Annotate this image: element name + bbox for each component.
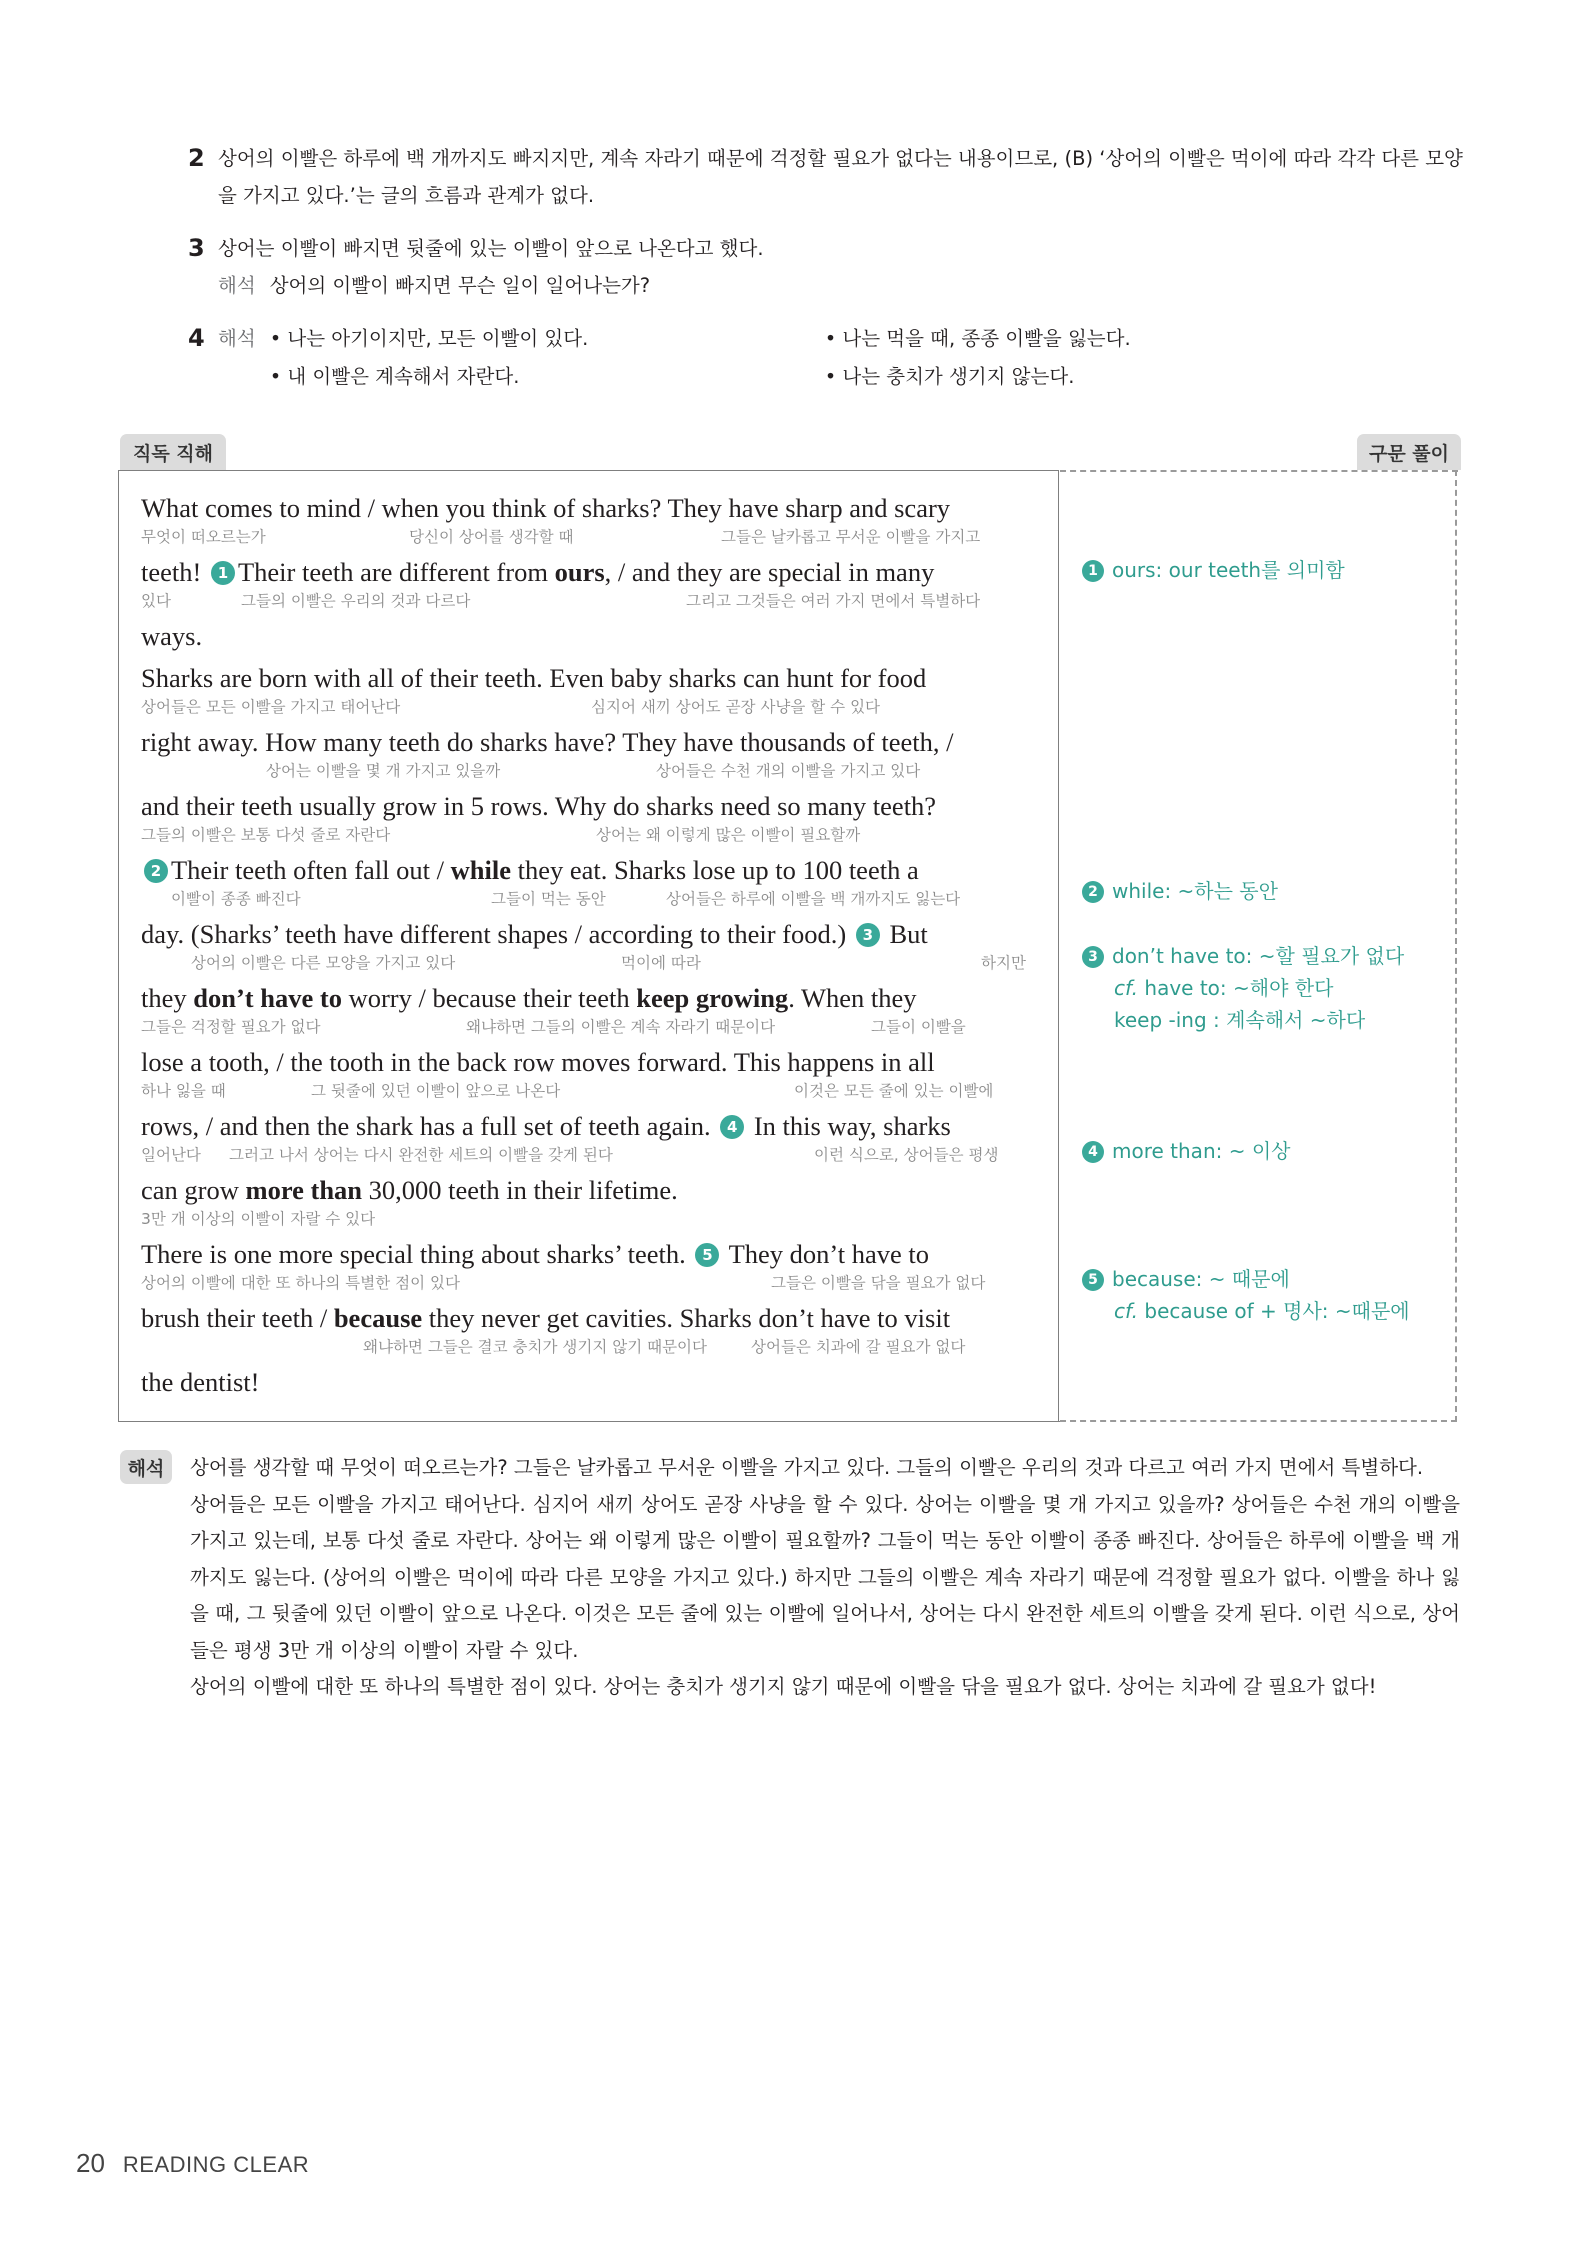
- note-text: ours: our teeth를 의미함: [1112, 558, 1345, 582]
- english-line: [141, 661, 1061, 695]
- answer-number: 4: [188, 324, 205, 352]
- korean-gloss: 그들은 이빨을 닦을 필요가 없다: [771, 1274, 986, 1292]
- circled-number: 3: [1082, 946, 1104, 968]
- english-text: Sharks are born with all of their teeth. Even baby sharks can hunt for food: [141, 663, 927, 693]
- korean-gloss-row: [141, 1271, 1061, 1291]
- english-text: . When they: [788, 983, 917, 1013]
- korean-gloss: 상어들은 하루에 이빨을 백 개까지도 잃는다: [666, 890, 961, 908]
- english-text: brush their teeth /: [141, 1303, 334, 1333]
- answer-item: • 나는 아기이지만, 모든 이빨이 있다.: [269, 327, 589, 350]
- passage-line: [141, 491, 1061, 555]
- cf-label: cf.: [1114, 976, 1139, 1000]
- english-line: [141, 1365, 1061, 1399]
- key-phrase: because: [333, 1303, 423, 1333]
- english-text: they eat. Sharks lose up to 100 teeth a: [511, 855, 919, 885]
- passage-line: [141, 981, 1061, 1045]
- english-text: they: [141, 983, 194, 1013]
- korean-gloss: 그러고 나서 상어는 다시 완전한 세트의 이빨을 갖게 된다: [229, 1146, 613, 1164]
- korean-gloss-row: [141, 589, 1061, 609]
- translation-paragraph: 상어를 생각할 때 무엇이 떠오르는가? 그들은 날카롭고 무서운 이빨을 가지고 있다. 그들의 이빨은 우리의 것과 다르고 여러 가지 면에서 특별하다.: [190, 1456, 1424, 1479]
- answer-number: 3: [188, 234, 205, 262]
- passage-line: [141, 1045, 1061, 1109]
- answer-text: 상어의 이빨은 하루에 백 개까지도 빠지지만, 계속 자라기 때문에 걱정할 필요가 없다는 내용이므로, (B) ‘상어의 이빨은 먹이에 따라 각각 다른 모양을 가지고 있다.’는 글의 흐름과 관계가 없다.: [218, 147, 1463, 207]
- key-phrase: ours: [554, 557, 605, 587]
- cf-label: cf.: [1114, 1299, 1139, 1323]
- note-text: because: ~ 때문에: [1112, 1267, 1290, 1291]
- passage-line: [141, 619, 1061, 661]
- korean-gloss: 그리고 그것들은 여러 가지 면에서 특별하다: [686, 592, 981, 610]
- korean-gloss: 상어의 이빨에 대한 또 하나의 특별한 점이 있다: [141, 1274, 460, 1292]
- reading-passage-box: [118, 470, 1058, 1422]
- english-text: 30,000 teeth in their lifetime.: [362, 1175, 678, 1205]
- korean-gloss: 당신이 상어를 생각할 때: [409, 528, 574, 546]
- page-number: 20: [76, 2148, 105, 2178]
- english-text: the dentist!: [141, 1367, 260, 1397]
- english-line: [141, 1301, 1061, 1335]
- book-title: READING CLEAR: [122, 2152, 310, 2177]
- english-line: [141, 725, 1061, 759]
- korean-gloss: 상어들은 모든 이빨을 가지고 태어난다: [141, 698, 401, 716]
- english-line: [141, 853, 1061, 887]
- english-text: But: [882, 919, 928, 949]
- answer-number: 2: [188, 144, 205, 172]
- key-phrase: keep growing: [636, 983, 789, 1013]
- answer-subtext: 상어의 이빨이 빠지면 무슨 일이 일어나는가?: [269, 274, 651, 297]
- korean-gloss: 상어의 이빨은 다른 모양을 가지고 있다: [191, 954, 456, 972]
- korean-gloss: 왜냐하면 그들은 결코 충치가 생기지 않기 때문이다: [363, 1338, 707, 1356]
- circled-number: 2: [144, 859, 168, 883]
- korean-gloss: 그들의 이빨은 우리의 것과 다르다: [241, 592, 471, 610]
- translation-paragraph: 상어들은 모든 이빨을 가지고 태어난다. 심지어 새끼 상어도 곧장 사냥을 할 수 있다. 상어는 이빨을 몇 개 가지고 있을까? 상어들은 수천 개의 이빨을 가지고 있는데, 보통 다섯 줄로 자란다. 상어는 왜 이렇게 많은 이빨이 필요할까? 그들이 먹는 동안 이빨이 종종 빠진다. 상어들은 하루에 이빨을 백 개까지도 잃는다. (상어의 이빨은 먹이에 따라 다른 모양을 가지고 있다.) 하지만 그들의 이빨은 계속 자라기 때문에 걱정할 필요가 없다. 이빨을 하나 잃을 때, 그 뒷줄에 있던 이빨이 앞으로 나온다. 이것은 모든 줄에 있는 이빨에 일어나서, 상어는 다시 완전한 세트의 이빨을 갖게 된다. 이런 식으로, 상어들은 평생 3만 개 이상의 이빨이 자랄 수 있다.: [190, 1492, 1460, 1662]
- korean-gloss: 그 뒷줄에 있던 이빨이 앞으로 나온다: [311, 1082, 561, 1100]
- box-bottom-border: [118, 1421, 1060, 1422]
- passage-line: [141, 853, 1061, 917]
- circled-number: 3: [856, 923, 880, 947]
- korean-gloss: 상어들은 수천 개의 이빨을 가지고 있다: [656, 762, 921, 780]
- english-line: [141, 1173, 1061, 1207]
- korean-gloss: 하지만: [981, 954, 1026, 972]
- english-text: teeth!: [141, 557, 208, 587]
- english-text: worry / because their teeth: [341, 983, 637, 1013]
- korean-gloss-row: [141, 1143, 1061, 1163]
- key-phrase: more than: [245, 1175, 363, 1205]
- translation-label: 해석: [218, 274, 256, 297]
- answer-text: 상어는 이빨이 빠지면 뒷줄에 있는 이빨이 앞으로 나온다고 했다.: [218, 237, 764, 260]
- english-text: What comes to mind / when you think of sharks? They have sharp and scary: [141, 493, 951, 523]
- korean-gloss: 그들은 날카롭고 무서운 이빨을 가지고: [721, 528, 981, 546]
- passage-line: [141, 1109, 1061, 1173]
- english-text: day. (Sharks’ teeth have different shapes / according to their food.): [141, 919, 853, 949]
- answer-item: • 내 이빨은 계속해서 자란다.: [269, 365, 520, 388]
- korean-gloss: 상어들은 치과에 갈 필요가 없다: [751, 1338, 966, 1356]
- circled-number: 4: [720, 1115, 744, 1139]
- passage-line: [141, 1173, 1061, 1237]
- translation-badge: 해석: [120, 1450, 172, 1484]
- english-text: ways.: [141, 621, 203, 651]
- korean-gloss-row: [141, 759, 1061, 779]
- english-text: they never get cavities. Sharks don’t have to visit: [422, 1303, 951, 1333]
- korean-gloss-row: [141, 951, 1061, 971]
- english-text: They don’t have to: [722, 1239, 929, 1269]
- english-line: [141, 917, 1061, 951]
- english-line: [141, 555, 1061, 589]
- circled-number: 5: [695, 1243, 719, 1267]
- answer-explanations: [188, 140, 1463, 412]
- full-translation: [120, 1450, 1460, 1706]
- column-divider: [1058, 470, 1059, 1422]
- korean-gloss: 이것은 모든 줄에 있는 이빨에: [794, 1082, 994, 1100]
- english-text: Their teeth are different from: [237, 557, 555, 587]
- english-text: rows, / and then the shark has a full set of teeth again.: [141, 1111, 718, 1141]
- key-phrase: while: [450, 855, 511, 885]
- note-text: more than: ~ 이상: [1112, 1139, 1291, 1163]
- korean-gloss-row: [141, 1079, 1061, 1099]
- english-line: [141, 789, 1061, 823]
- note-4: [1082, 1135, 1290, 1167]
- note-text: while: ~하는 동안: [1112, 879, 1278, 903]
- note-1: [1082, 554, 1345, 586]
- english-line: [141, 1109, 1061, 1143]
- korean-gloss: 심지어 새끼 상어도 곧장 사냥을 할 수 있다: [591, 698, 881, 716]
- passage-line: [141, 1301, 1061, 1365]
- english-line: [141, 491, 1061, 525]
- tab-syntax-notes: 구문 풀이: [1357, 434, 1461, 470]
- korean-gloss: 이빨이 종종 빠진다: [171, 890, 301, 908]
- passage-line: [141, 661, 1061, 725]
- korean-gloss-row: [141, 823, 1061, 843]
- english-line: [141, 1045, 1061, 1079]
- english-text: lose a tooth, / the tooth in the back row moves forward. This happens in all: [141, 1047, 935, 1077]
- circled-number: 1: [1082, 560, 1104, 582]
- english-text: , / and they are special in many: [604, 557, 935, 587]
- korean-gloss: 그들이 먹는 동안: [491, 890, 606, 908]
- passage-line: [141, 725, 1061, 789]
- circled-number: 1: [211, 561, 235, 585]
- circled-number: 2: [1082, 881, 1104, 903]
- korean-gloss-row: [141, 1335, 1061, 1355]
- note-cf-text: have to: ~해야 한다: [1144, 976, 1334, 1000]
- korean-gloss-row: [141, 1207, 1061, 1227]
- english-line: [141, 1237, 1061, 1271]
- english-text: can grow: [141, 1175, 246, 1205]
- korean-gloss: 왜냐하면 그들의 이빨은 계속 자라기 때문이다: [466, 1018, 776, 1036]
- korean-gloss: 먹이에 따라: [621, 954, 701, 972]
- korean-gloss: 일어난다: [141, 1146, 201, 1164]
- english-text: right away. How many teeth do sharks have? They have thousands of teeth, /: [141, 727, 954, 757]
- answer-3: [188, 230, 1463, 304]
- korean-gloss: 3만 개 이상의 이빨이 자랄 수 있다: [141, 1210, 376, 1228]
- reading-passage: [141, 491, 1061, 1407]
- korean-gloss: 무엇이 떠오르는가: [141, 528, 266, 546]
- passage-line: [141, 555, 1061, 619]
- page-footer: [76, 2148, 309, 2179]
- korean-gloss: 그들이 이빨을: [871, 1018, 966, 1036]
- answer-item: • 나는 충치가 생기지 않는다.: [824, 365, 1075, 388]
- circled-number: 4: [1082, 1141, 1104, 1163]
- answer-2: [188, 140, 1463, 214]
- english-line: [141, 981, 1061, 1015]
- english-text: In this way, sharks: [747, 1111, 951, 1141]
- korean-gloss: 하나 잃을 때: [141, 1082, 226, 1100]
- translation-label: 해석: [218, 327, 256, 350]
- passage-line: [141, 789, 1061, 853]
- korean-gloss-row: [141, 887, 1061, 907]
- english-text: Their teeth often fall out /: [171, 855, 451, 885]
- note-text: don’t have to: ~할 필요가 없다: [1112, 944, 1405, 968]
- note-2: [1082, 875, 1278, 907]
- english-text: and their teeth usually grow in 5 rows. Why do sharks need so many teeth?: [141, 791, 937, 821]
- passage-line: [141, 917, 1061, 981]
- korean-gloss: 그들은 걱정할 필요가 없다: [141, 1018, 321, 1036]
- korean-gloss: 있다: [141, 592, 171, 610]
- answer-item: • 나는 먹을 때, 종종 이빨을 잃는다.: [824, 327, 1131, 350]
- korean-gloss: 상어는 왜 이렇게 많은 이빨이 필요할까: [596, 826, 861, 844]
- passage-line: [141, 1237, 1061, 1301]
- korean-gloss: 그들의 이빨은 보통 다섯 줄로 자란다: [141, 826, 391, 844]
- tab-direct-translation: 직독 직해: [120, 434, 226, 470]
- key-phrase: don’t have to: [193, 983, 342, 1013]
- note-extra: keep -ing : 계속해서 ~하다: [1114, 1008, 1366, 1032]
- korean-gloss-row: [141, 695, 1061, 715]
- answer-4: [188, 320, 1463, 396]
- note-5: [1082, 1263, 1410, 1327]
- circled-number: 5: [1082, 1269, 1104, 1291]
- passage-line: [141, 1365, 1061, 1407]
- korean-gloss: 이런 식으로, 상어들은 평생: [814, 1146, 999, 1164]
- english-line: [141, 619, 1061, 653]
- english-text: There is one more special thing about sharks’ teeth.: [141, 1239, 693, 1269]
- korean-gloss: 상어는 이빨을 몇 개 가지고 있을까: [266, 762, 501, 780]
- translation-paragraph: 상어의 이빨에 대한 또 하나의 특별한 점이 있다. 상어는 충치가 생기지 않기 때문에 이빨을 닦을 필요가 없다. 상어는 치과에 갈 필요가 없다!: [190, 1675, 1377, 1698]
- note-cf-text: because of + 명사: ~때문에: [1144, 1299, 1410, 1323]
- note-3: [1082, 940, 1404, 1036]
- syntax-notes-panel: [1060, 470, 1457, 1422]
- korean-gloss-row: [141, 525, 1061, 545]
- korean-gloss-row: [141, 1015, 1061, 1035]
